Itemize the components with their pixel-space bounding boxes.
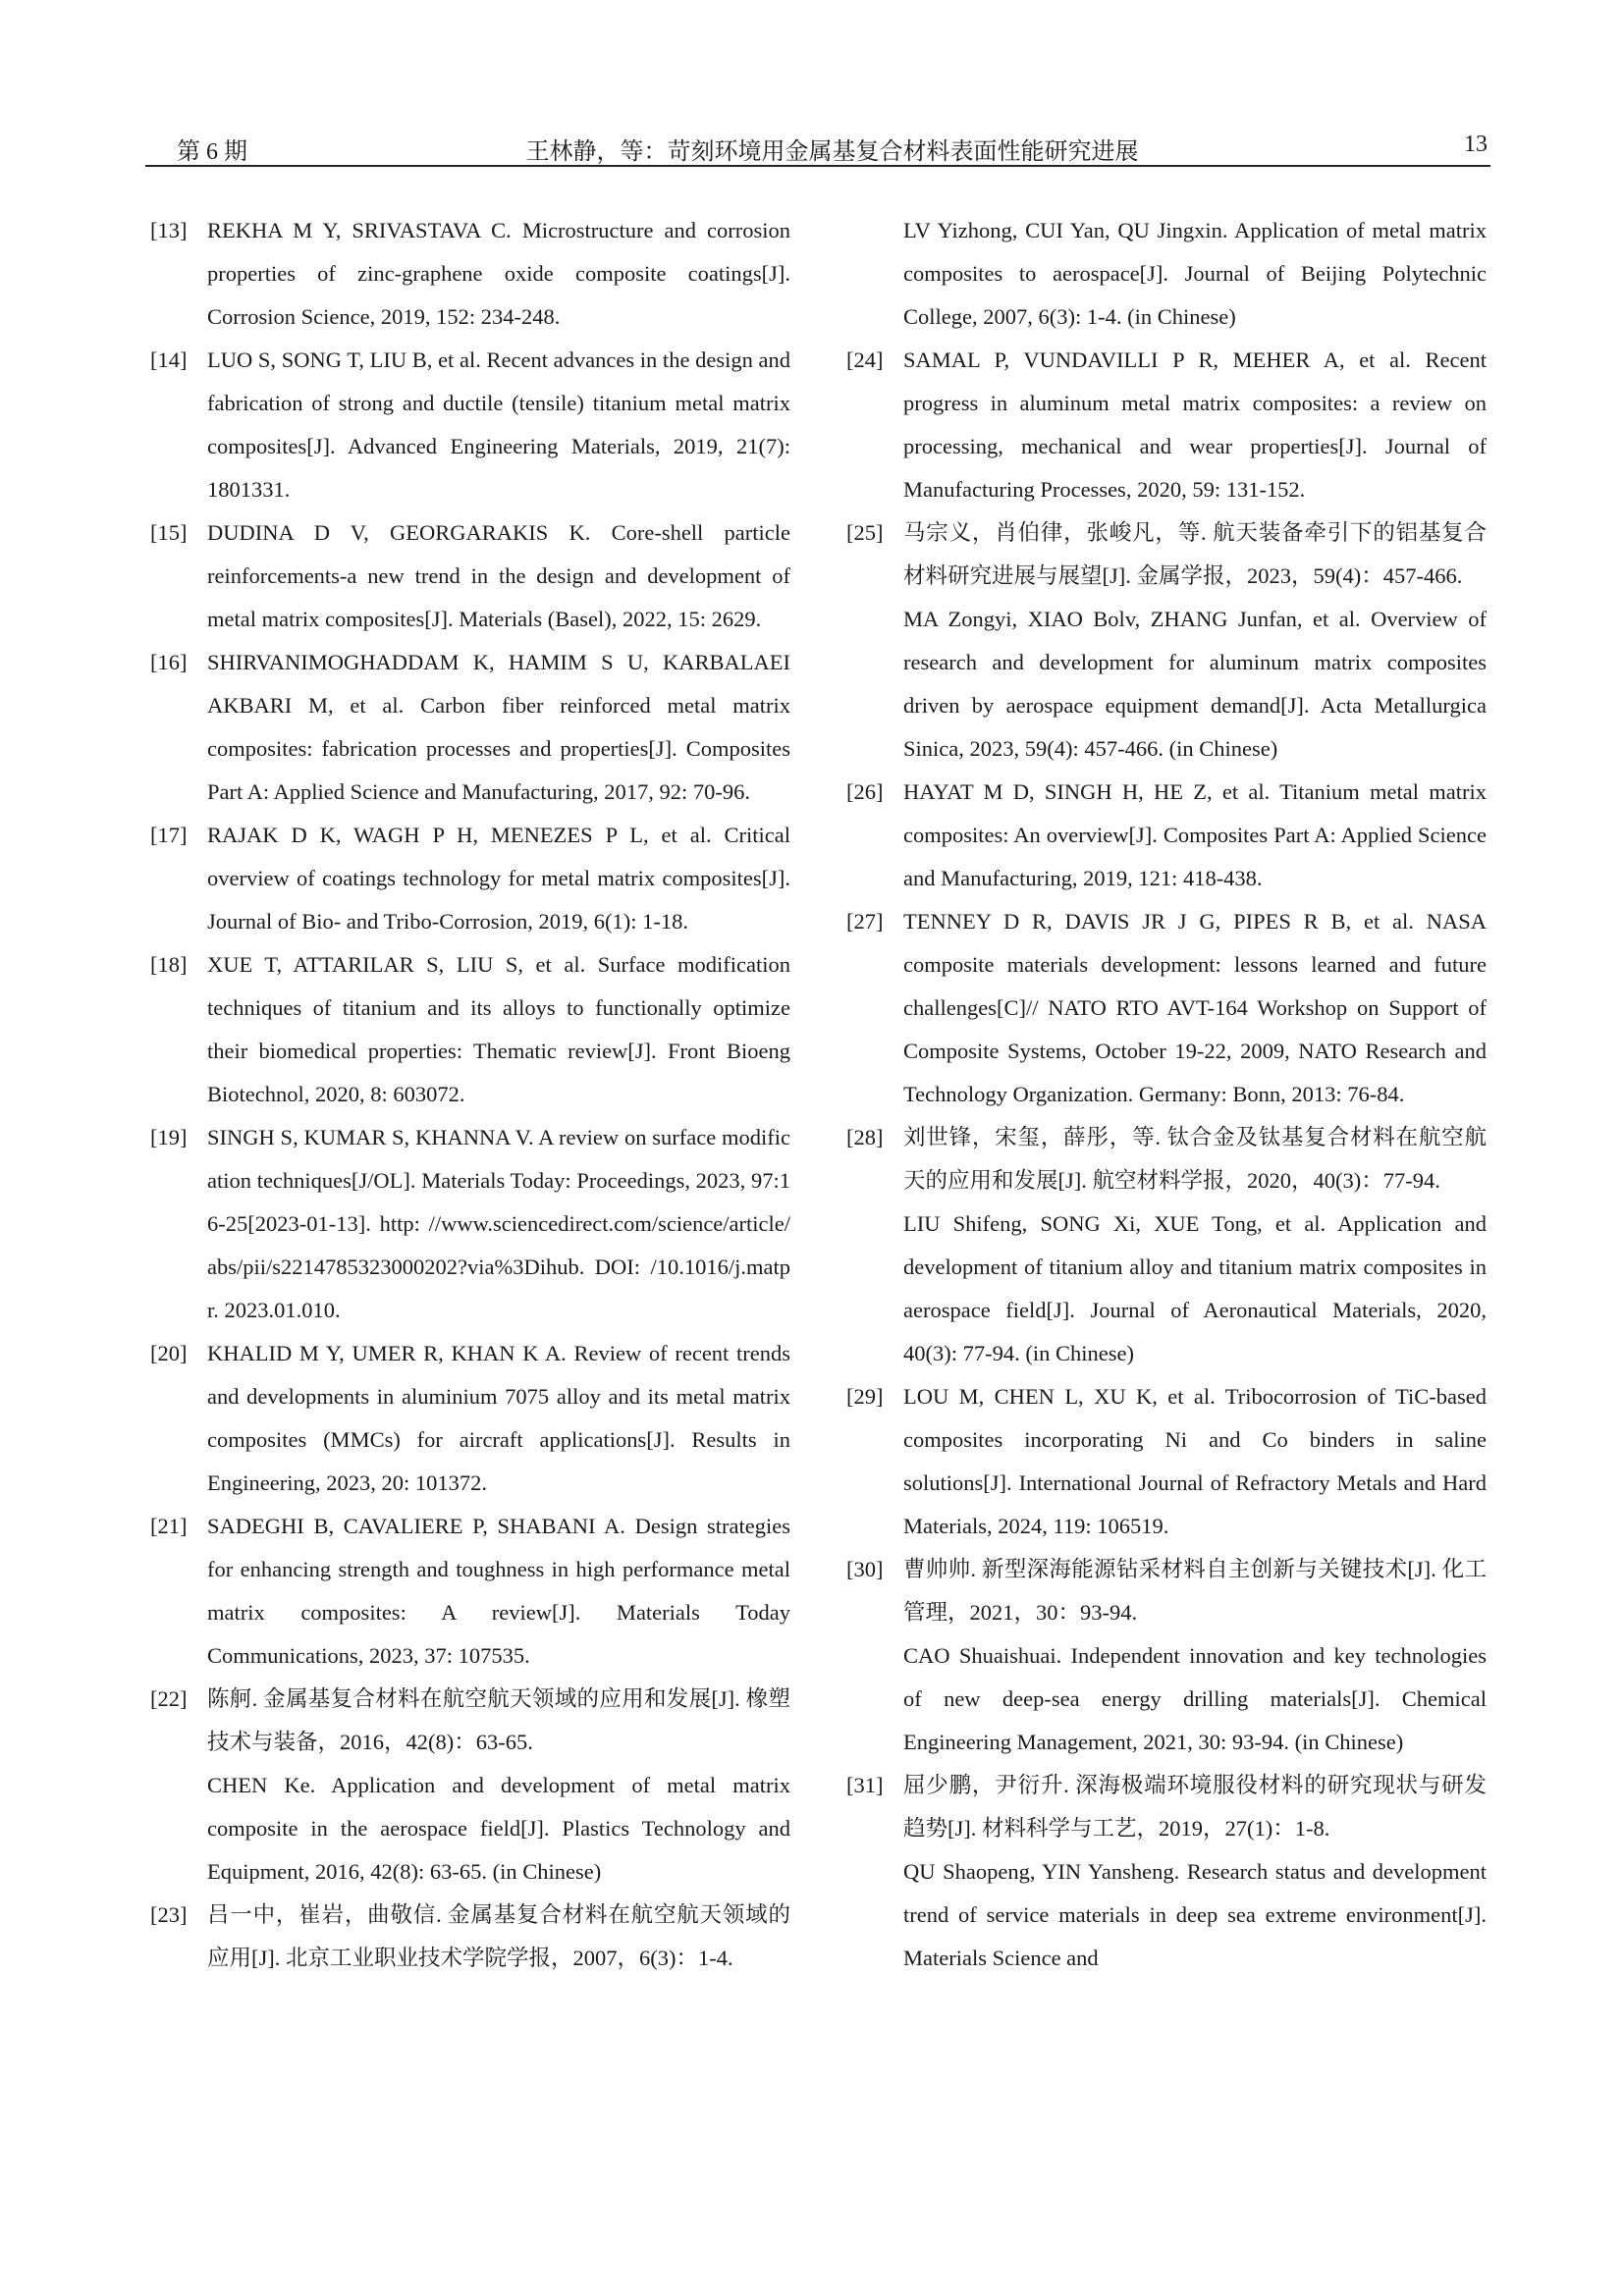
reference-text: DUDINA D V, GEORGARAKIS K. Core-shell particle reinforcements-a new trend in the design and development of metal matrix composites[J]. Materials (Basel), 2022, 15: 2629. [207,520,790,631]
reference-text: XUE T, ATTARILAR S, LIU S, et al. Surface modification techniques of titanium and its alloys to functionally optimize their biomedical properties: Thematic review[J]. Front Bioeng Biotechnol, 2020, 8: 603072. [207,952,790,1106]
page-number: 13 [1464,132,1488,157]
reference-text: SHIRVANIMOGHADDAM K, HAMIM S U, KARBALAEI AKBARI M, et al. Carbon fiber reinforced metal matrix composites: fabrication processes and properties[J]. Composites Part A: Applied Science and Manufacturing, 2017, 92: 70-96. [207,650,790,804]
reference-entry [846,1116,1487,1375]
reference-text: MA Zongyi, XIAO Bolv, ZHANG Junfan, et al. Overview of research and development for aluminum matrix composites driven by aerospace equipment demand[J]. Acta Metallurgica Sinica, 2023, 59(4): 457-466. (in Chinese) [903,607,1487,761]
reference-text: KHALID M Y, UMER R, KHAN K A. Review of recent trends and developments in aluminium 7075 alloy and its metal matrix composites (MMCs) for aircraft applications[J]. Results in Engineering, 2023, 20: 101372. [207,1341,790,1495]
reference-text: CAO Shuaishuai. Independent innovation and key technologies of new deep-sea energy drilling materials[J]. Chemical Engineering Management, 2021, 30: 93-94. (in Chinese) [903,1643,1487,1754]
reference-text: HAYAT M D, SINGH H, HE Z, et al. Titanium metal matrix composites: An overview[J]. Composites Part A: Applied Science and Manufacturing, 2019, 121: 418-438. [903,779,1487,890]
reference-number: [26] [846,779,884,804]
reference-entry [150,1505,790,1678]
reference-number: [19] [150,1125,188,1149]
reference-number: [13] [150,218,188,242]
reference-entry [150,339,790,511]
reference-number: [16] [150,650,188,674]
reference-text: QU Shaopeng, YIN Yansheng. Research status and development trend of service materials in deep sea extreme environment[J]. Materials Science and [903,1859,1487,1970]
reference-text: 屈少鹏，尹衍升. 深海极端环境服役材料的研究现状与研发趋势[J]. 材料科学与工艺，2019，27(1)：1-8. [903,1773,1487,1841]
reference-text: LIU Shifeng, SONG Xi, XUE Tong, et al. Application and development of titanium alloy and titanium matrix composites in aerospace field[J]. Journal of Aeronautical Materials, 2020, 40(3): 77-94. (in Chinese) [903,1211,1487,1365]
reference-number: [24] [846,347,884,372]
reference-entry [846,339,1487,511]
reference-text: 刘世锋，宋玺，薛彤，等. 钛合金及钛基复合材料在航空航天的应用和发展[J]. 航空材料学报，2020，40(3)：77-94. [903,1125,1487,1193]
reference-text: 陈舸. 金属基复合材料在航空航天领域的应用和发展[J]. 橡塑技术与装备，2016，42(8)：63-65. [207,1686,790,1754]
reference-entry [150,1332,790,1505]
reference-entry [846,771,1487,900]
reference-number: [31] [846,1773,884,1797]
reference-number: [29] [846,1384,884,1409]
reference-number: [25] [846,520,884,545]
reference-entry [150,814,790,943]
reference-entry [150,1678,790,1894]
reference-entry [150,641,790,814]
reference-entry [846,1764,1487,1980]
reference-number: [30] [846,1557,884,1581]
reference-entry [846,900,1487,1116]
reference-number: [17] [150,823,188,847]
reference-number: [15] [150,520,188,545]
reference-entry [150,1894,790,1980]
reference-text: LV Yizhong, CUI Yan, QU Jingxin. Application of metal matrix composites to aerospace[J]. Journal of Beijing Polytechnic College, 2007, 6(3): 1-4. (in Chinese) [903,218,1487,329]
issue-number: 第 6 期 [177,139,247,165]
reference-number: [21] [150,1514,188,1538]
reference-number: [23] [150,1902,188,1927]
running-header [177,126,1488,169]
reference-entry [846,1548,1487,1764]
reference-column-right [846,209,1487,1980]
reference-number: [20] [150,1341,188,1365]
reference-text: RAJAK D K, WAGH P H, MENEZES P L, et al. Critical overview of coatings technology for metal matrix composites[J]. Journal of Bio- and Tribo-Corrosion, 2019, 6(1): 1-18. [207,823,790,934]
reference-text: SINGH S, KUMAR S, KHANNA V. A review on surface modification techniques[J/OL]. Materials Today: Proceedings, 2023, 97:16-25[2023-01-13]. http: //www.sciencedirect.com/science/article/abs/pii/s2214785323000202?via%3Dihub. DOI: /10.1016/j.matpr. 2023.01.010. [207,1125,790,1322]
reference-text: REKHA M Y, SRIVASTAVA C. Microstructure and corrosion properties of zinc-graphene oxide composite coatings[J]. Corrosion Science, 2019, 152: 234-248. [207,218,790,329]
reference-number: [28] [846,1125,884,1149]
reference-entry [846,511,1487,771]
reference-text: LOU M, CHEN L, XU K, et al. Tribocorrosion of TiC-based composites incorporating Ni and Co binders in saline solutions[J]. International Journal of Refractory Metals and Hard Materials, 2024, 119: 106519. [903,1384,1487,1538]
reference-text: SAMAL P, VUNDAVILLI P R, MEHER A, et al. Recent progress in aluminum metal matrix composites: a review on processing, mechanical and wear properties[J]. Journal of Manufacturing Processes, 2020, 59: 131-152. [903,347,1487,502]
reference-entry [150,209,790,339]
reference-number: [14] [150,347,188,372]
reference-column-left [150,209,790,1980]
reference-entry [846,1375,1487,1548]
reference-entry [150,511,790,641]
reference-text: LUO S, SONG T, LIU B, et al. Recent advances in the design and fabrication of strong and ductile (tensile) titanium metal matrix composites[J]. Advanced Engineering Materials, 2019, 21(7): 1801331. [207,347,790,502]
reference-text: 马宗义，肖伯律，张峻凡，等. 航天装备牵引下的铝基复合材料研究进展与展望[J]. 金属学报，2023，59(4)：457-466. [903,520,1487,588]
running-title: 王林静，等：苛刻环境用金属基复合材料表面性能研究进展 [525,139,1139,165]
reference-text: CHEN Ke. Application and development of metal matrix composite in the aerospace field[J]. Plastics Technology and Equipment, 2016, 42(8): 63-65. (in Chinese) [207,1773,790,1884]
reference-number: [18] [150,952,188,977]
header-rule [145,165,1490,167]
reference-text: SADEGHI B, CAVALIERE P, SHABANI A. Design strategies for enhancing strength and toughness in high performance metal matrix composites: A review[J]. Materials Today Communications, 2023, 37: 107535. [207,1514,790,1668]
reference-text: 曹帅帅. 新型深海能源钻采材料自主创新与关键技术[J]. 化工管理，2021，30：93-94. [903,1557,1487,1625]
reference-continuation [846,209,1487,339]
reference-text: 吕一中，崔岩，曲敬信. 金属基复合材料在航空航天领域的应用[J]. 北京工业职业技术学院学报，2007，6(3)：1-4. [207,1902,790,1970]
reference-number: [27] [846,909,884,934]
reference-entry [150,943,790,1116]
reference-entry [150,1116,790,1332]
reference-number: [22] [150,1686,188,1711]
reference-text: TENNEY D R, DAVIS JR J G, PIPES R B, et al. NASA composite materials development: lessons learned and future challenges[C]// NATO RTO AVT-164 Workshop on Support of Composite Systems, October 19-22, 2009, NATO Research and Technology Organization. Germany: Bonn, 2013: 76-84. [903,909,1487,1106]
